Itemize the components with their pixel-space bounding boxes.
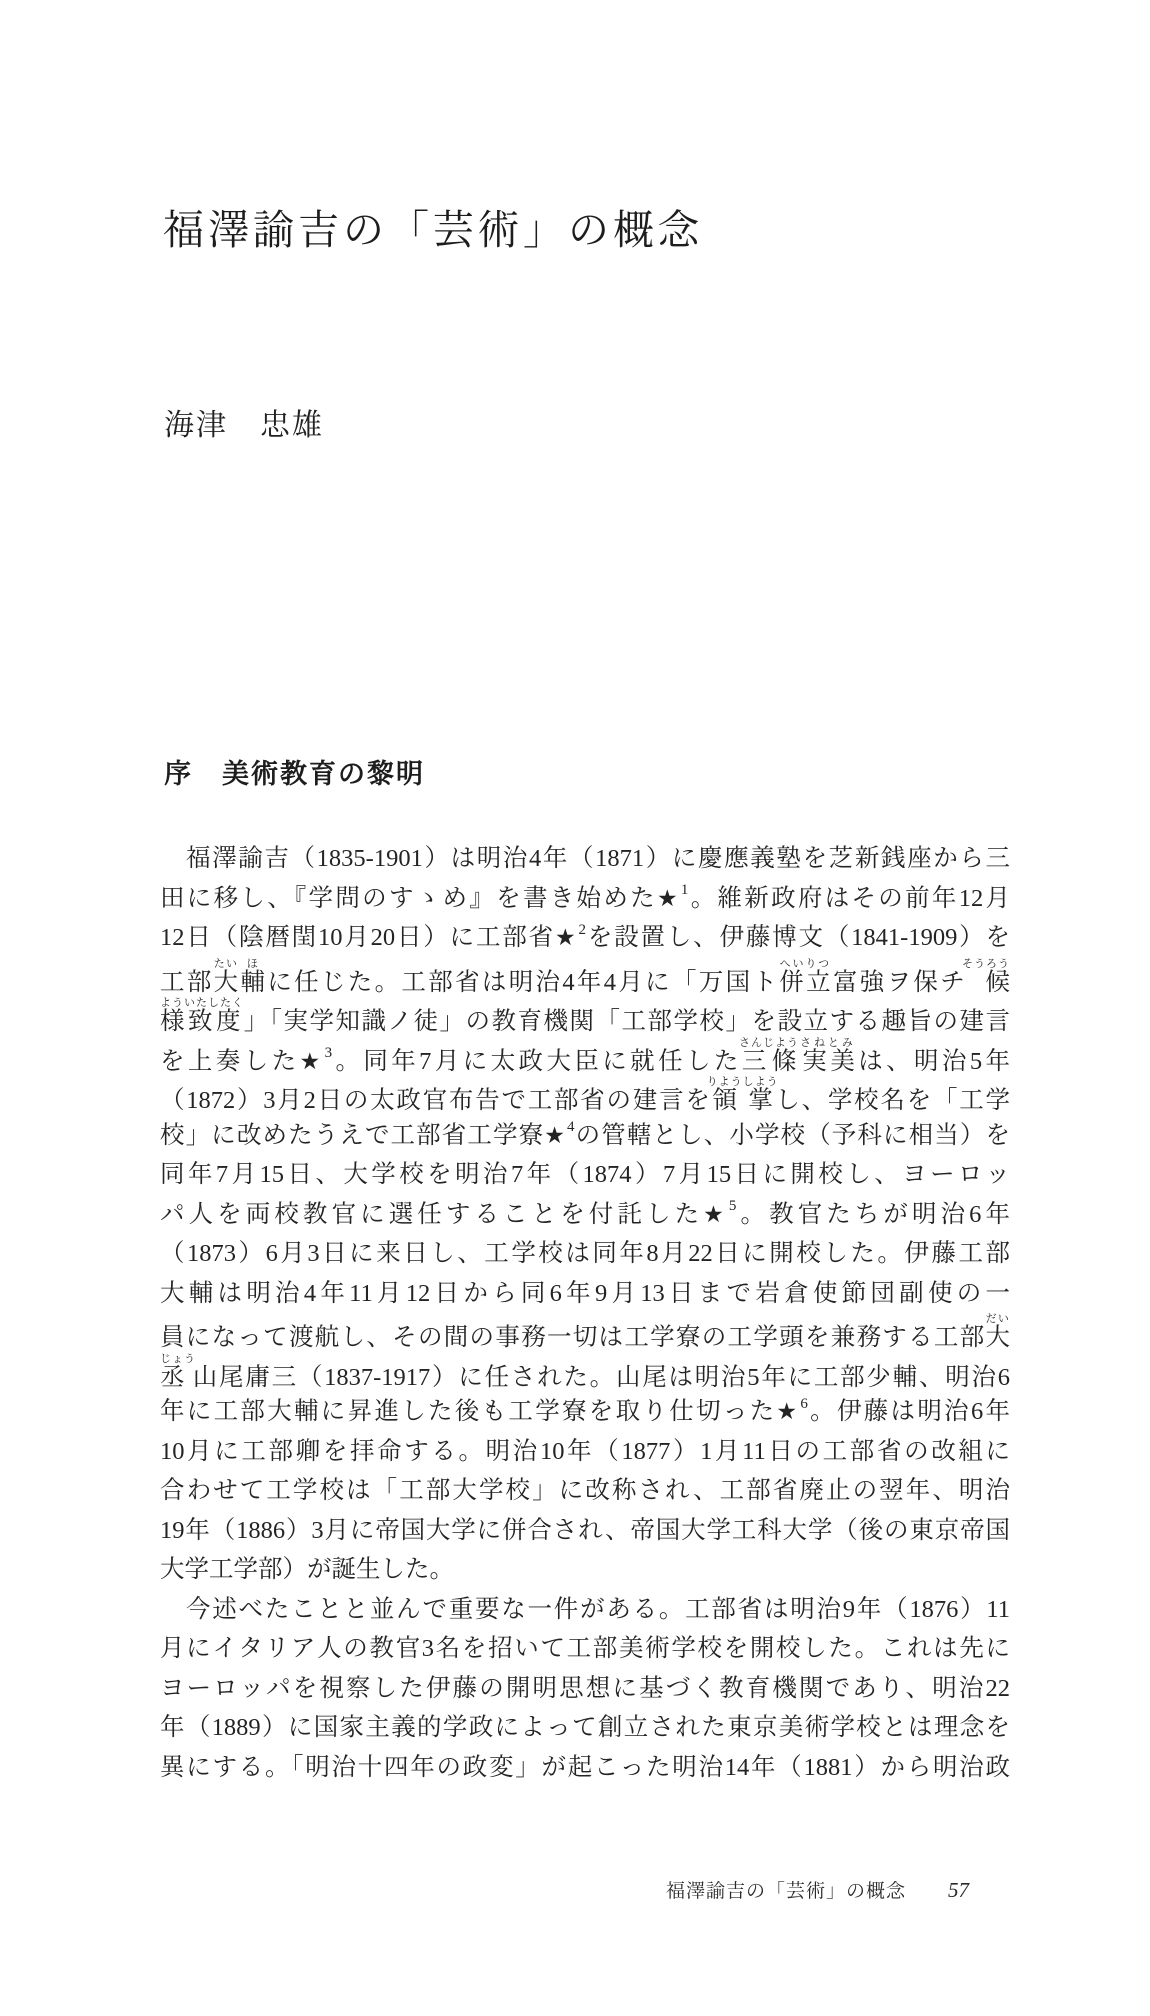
ruby-annotated-word: 実美さねとみ <box>799 1036 859 1075</box>
ruby-annotation: よういたしたく <box>160 997 244 1009</box>
star-icon: ★ <box>656 885 680 911</box>
ruby-annotation: じょう <box>160 1352 196 1365</box>
body-line: ヨーロッパを視察した伊藤の開明思想に基づく教育機関であり、明治22 <box>160 1674 1010 1702</box>
body-line: 田に移し、『学問のすゝめ』を書き始めた★$^1$。維新政府はその前年12月 <box>160 882 1010 912</box>
body-line: 年（1889）に国家主義的学政によって創立された東京美術学校とは理念を <box>160 1714 1010 1741</box>
body-line: パ人を両校教官に選任することを付託した★$^5$。教官たちが明治6年 <box>160 1198 1011 1228</box>
body-text <box>160 839 1010 1787</box>
star-icon: ★ <box>703 1201 728 1227</box>
body-line: 今述べたことと並んで重要な一件がある。工部省は明治9年（1876）11 <box>186 1595 1010 1623</box>
ruby-annotation: ほ <box>240 957 265 970</box>
footnote-number: 2 <box>578 921 586 938</box>
body-line: 年に工部大輔に昇進した後も工学寮を取り仕切った★$^6$。伊藤は明治6年 <box>160 1395 1010 1425</box>
ruby-annotation: へいりつ <box>779 957 831 970</box>
footer-running-title: 福澤諭吉の「芸術」の概念 <box>666 1881 907 1902</box>
body-line: 校」に改めたうえで工部省工学寮★$^4$の管轄とし、小学校（予科に相当）を <box>160 1119 1011 1149</box>
body-line: 福澤諭吉（1835-1901）は明治4年（1871）に慶應義塾を芝新銭座から三 <box>186 845 1010 872</box>
ruby-annotation: さねとみ <box>799 1036 855 1049</box>
ruby-annotated-word: 領掌りようしよう <box>706 1076 779 1114</box>
body-line: 様致度よういたしたく」「実学知識ノ徒」の教育機関「工部学校」を設立する趣旨の建言 <box>160 997 1010 1035</box>
body-paragraph <box>160 1590 1010 1788</box>
ruby-annotation: だい <box>985 1313 1010 1325</box>
star-icon: ★ <box>299 1048 324 1074</box>
ruby-annotated-word: 様致度よういたしたく <box>160 997 244 1035</box>
ruby-annotation: そうろう <box>962 957 1011 970</box>
body-line: 異にする。「明治十四年の政変」が起こった明治14年（1881）から明治政 <box>160 1753 1010 1781</box>
star-icon: ★ <box>544 1122 567 1148</box>
footnote-number: 1 <box>680 882 689 899</box>
body-line: 合わせて工学校は「工部大学校」に改称され、工部省廃止の翌年、明治 <box>160 1477 1010 1504</box>
body-line: （1872）3月2日の太政官布告で工部省の建言を領掌りようしようし、学校名を「工学 <box>160 1076 1011 1114</box>
body-paragraph <box>160 839 1010 1590</box>
footnote-marker <box>299 1045 333 1075</box>
body-line: 同年7月15日、大学校を明治7年（1874）7月15日に開校し、ヨーロッ <box>160 1161 1010 1188</box>
ruby-annotated-word: 三條さんじよう <box>739 1036 800 1075</box>
body-line: 大輔は明治4年11月12日から同6年9月13日まで岩倉使節団副使の一 <box>160 1279 1010 1307</box>
ruby-annotation: さんじよう <box>739 1036 800 1049</box>
body-line: 丞じょう山尾庸三（1837-1917）に任された。山尾は明治5年に工部少輔、明治6 <box>160 1352 1010 1391</box>
ruby-annotated-word: 大たい <box>213 957 241 996</box>
body-line: を上奏した★$^3$。同年7月に太政大臣に就任した三條さんじよう実美さねとみは、明治5年 <box>160 1036 1011 1075</box>
body-line: 10月に工部卿を拝命する。明治10年（1877）1月11日の工部省の改組に <box>160 1437 1010 1465</box>
ruby-annotation: たい <box>213 957 239 970</box>
section-heading: 序 美術教育の黎明 <box>164 759 425 789</box>
body-line: 12日（陰暦閏10月20日）に工部省★$^2$を設置し、伊藤博文（1841-1909）を <box>160 921 1011 951</box>
page-title: 福澤諭吉の「芸術」の概念 <box>163 207 703 253</box>
ruby-annotation: りようしよう <box>706 1076 779 1088</box>
page-footer <box>666 1876 969 1903</box>
footnote-number: 3 <box>324 1045 333 1062</box>
footnote-number: 4 <box>567 1119 575 1136</box>
page-number: 57 <box>948 1878 970 1902</box>
footnote-marker <box>544 1119 575 1149</box>
footnote-number: 6 <box>800 1395 808 1412</box>
author-name: 海津 忠雄 <box>164 409 324 442</box>
footnote-number: 5 <box>728 1198 737 1215</box>
star-icon: ★ <box>555 925 578 950</box>
footnote-marker <box>656 882 689 912</box>
footnote-marker <box>776 1395 808 1425</box>
body-line: 工部大たい輔ほに任じた。工部省は明治4年4月に「万国ト併立へいりつ富強ヲ保チ候そうろう <box>160 957 1011 996</box>
footnote-marker <box>555 921 586 951</box>
body-line: （1873）6月3日に来日し、工学校は同年8月22日に開校した。伊藤工部 <box>160 1240 1010 1267</box>
body-line: 大学工学部）が誕生した。 <box>160 1556 454 1583</box>
body-line: 19年（1886）3月に帝国大学に併合され、帝国大学工科大学（後の東京帝国 <box>160 1516 1010 1544</box>
ruby-annotated-word: 候そうろう <box>962 957 1011 996</box>
ruby-annotated-word: 大だい <box>985 1313 1010 1351</box>
ruby-annotated-word: 丞じょう <box>160 1352 196 1391</box>
ruby-annotated-word: 併立へいりつ <box>779 957 833 996</box>
star-icon: ★ <box>776 1399 800 1424</box>
footnote-marker <box>703 1198 737 1228</box>
body-line: 員になって渡航し、その間の事務一切は工学寮の工学頭を兼務する工部大だい <box>160 1313 1010 1351</box>
body-line: 月にイタリア人の教官3名を招いて工部美術学校を開校した。これは先に <box>160 1635 1010 1662</box>
ruby-annotated-word: 輔ほ <box>240 957 268 996</box>
